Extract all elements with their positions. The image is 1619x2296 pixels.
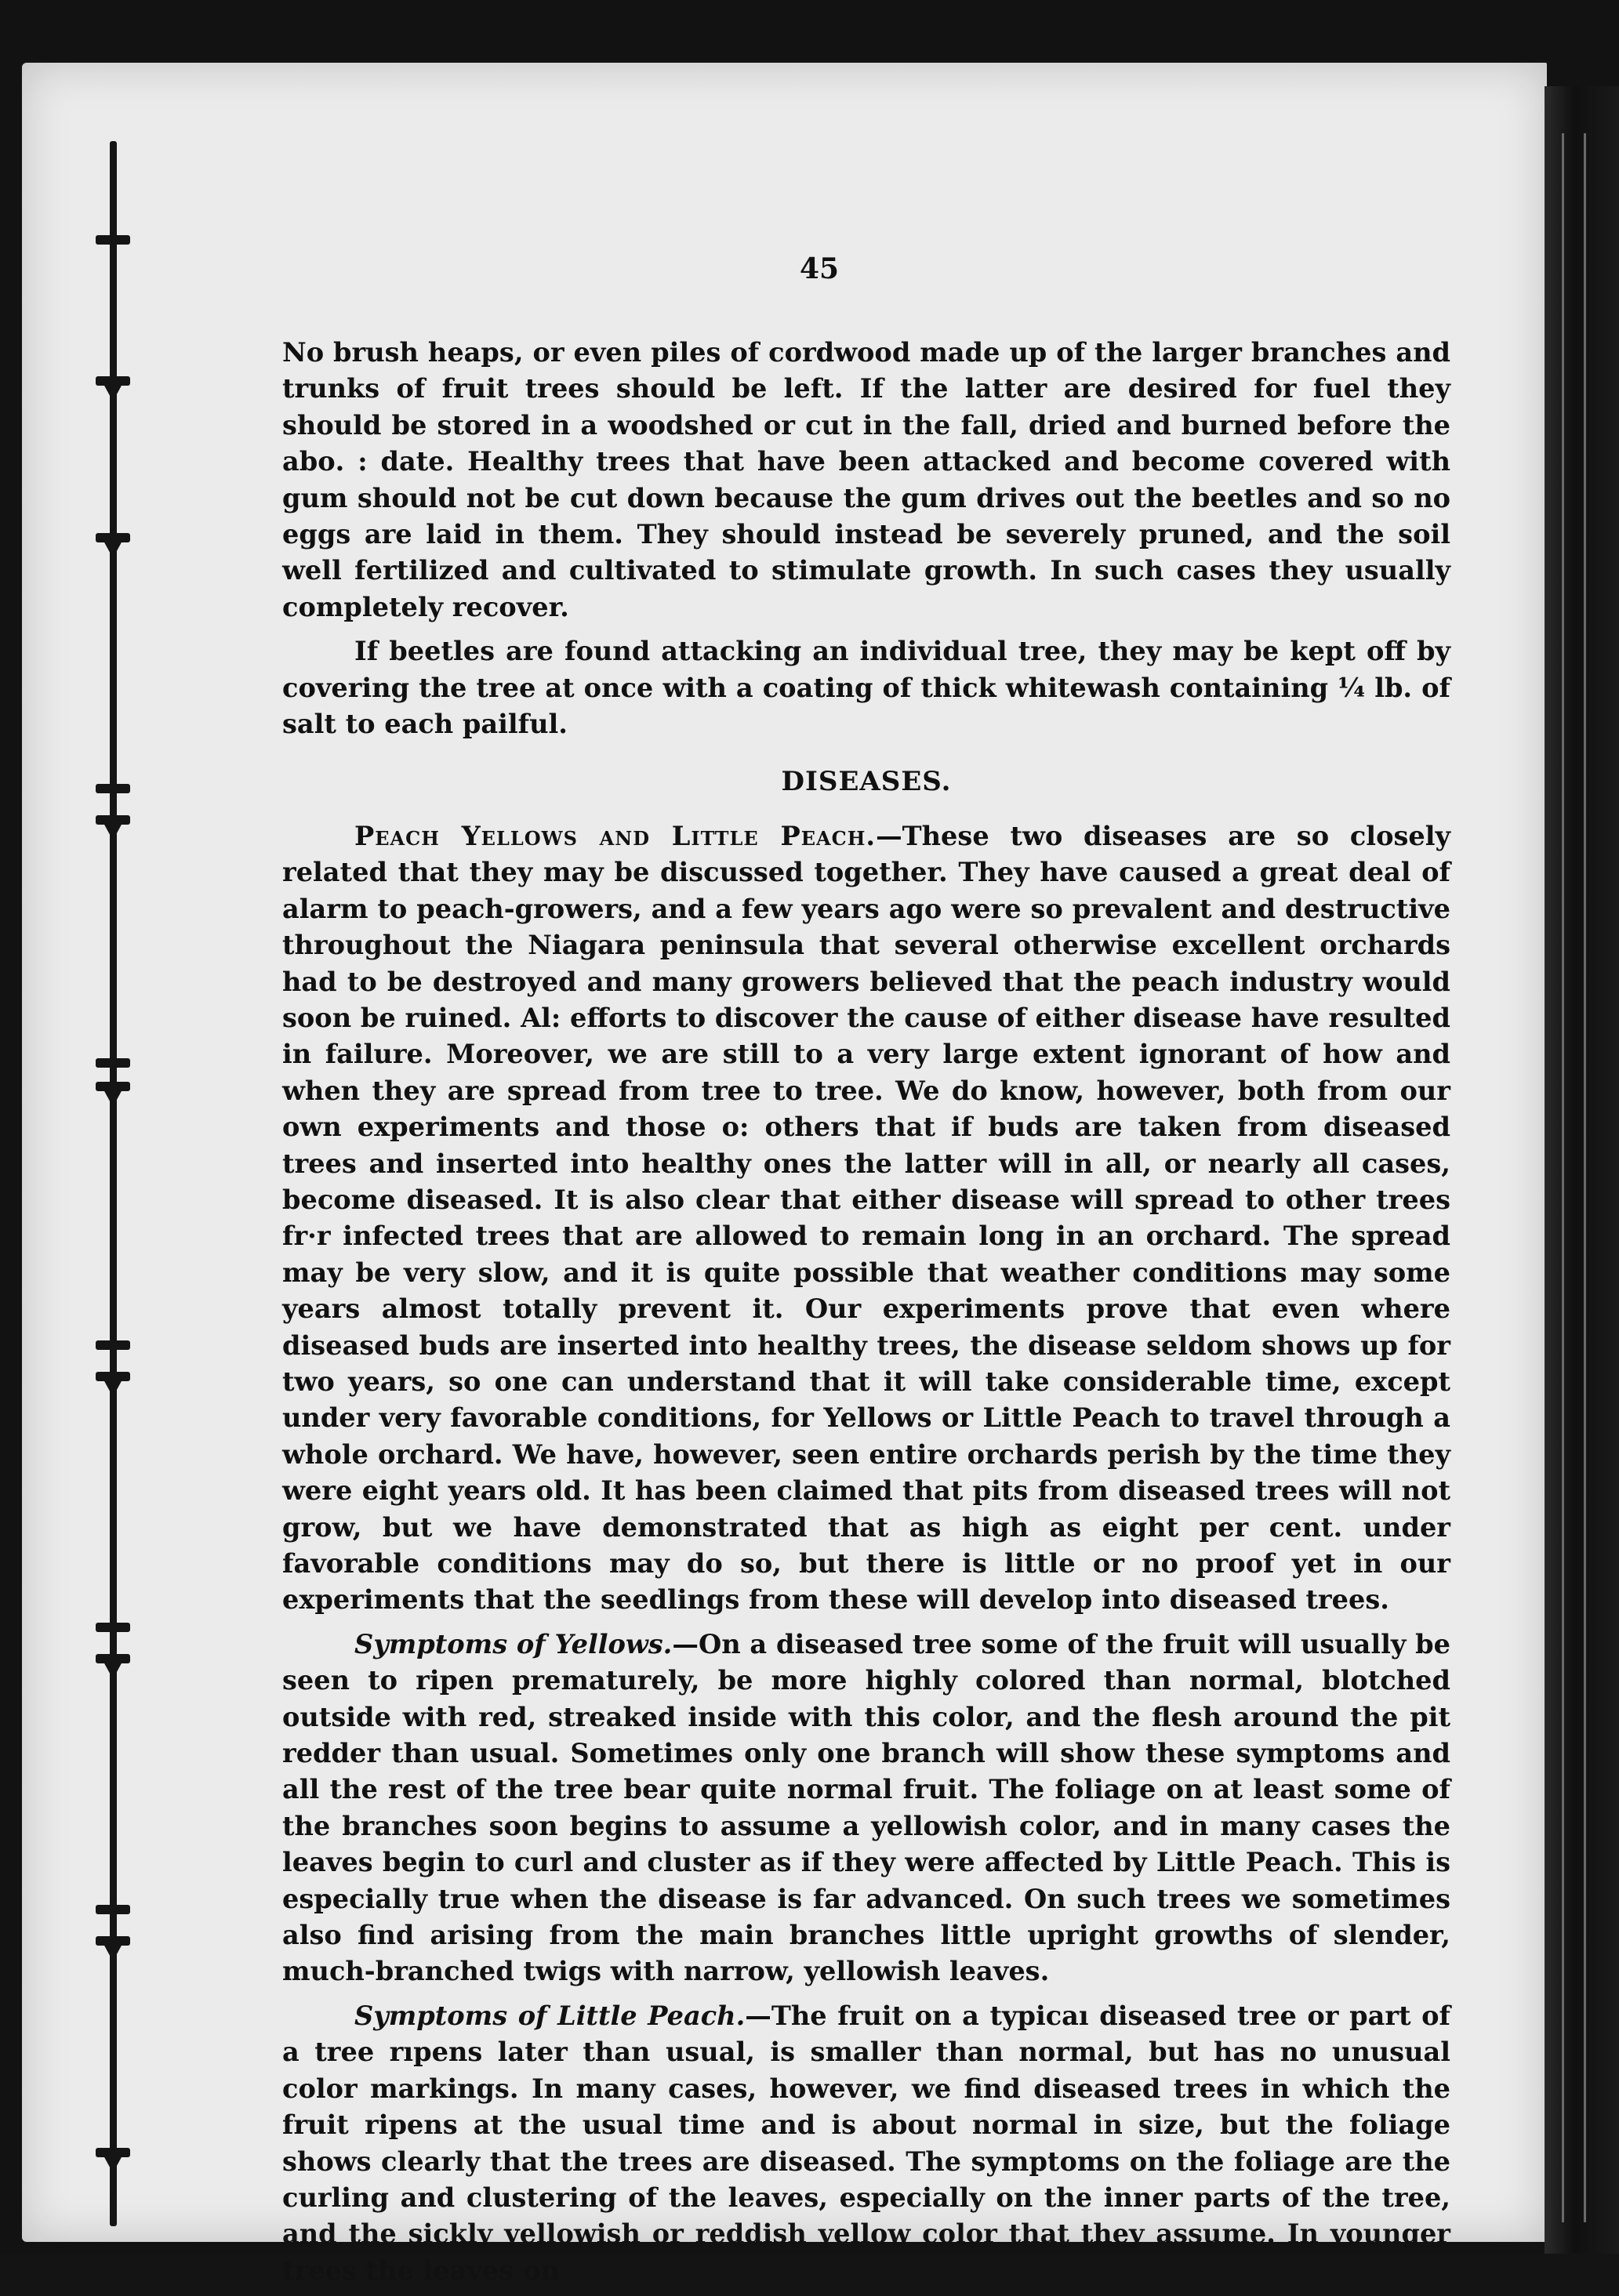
paragraph: No brush heaps, or even piles of cordwood made up of the larger branches and trunks of fruit trees should be left. If the latter are desired for fuel they should be stored in a woodshed or cut in the fall, dried and burned before the abo․ : date. Healthy trees that have been attacked and become covered with gum should not be cut down because the gum drives out the beetles and so no eggs are laid in them. They should instead be severely pruned, and the soil well fertilized and cultivated to stimulate growth. In such cases they usually completely recover. [282, 336, 1450, 622]
book-page [22, 63, 1547, 2286]
gutter-rule [1584, 133, 1586, 2222]
stitch-mark [96, 1082, 130, 1091]
stitch-mark [96, 1905, 130, 1914]
stitch-mark [96, 815, 130, 825]
stitch-mark [96, 2148, 130, 2157]
paragraph [282, 1626, 1450, 1990]
gutter-rule [1562, 133, 1564, 2222]
stitch-mark [96, 1623, 130, 1632]
binding-stitch-line [110, 141, 117, 2226]
section-heading: DISEASES. [781, 766, 952, 798]
stitch-mark [96, 1936, 130, 1946]
stitch-mark [96, 1058, 130, 1068]
paragraph-lead: Symptoms of Little Peach. [354, 1999, 746, 2031]
paragraph-lead: Peach Yellows and Little Peach. [354, 819, 877, 851]
paragraph-lead: Symptoms of Yellows. [354, 1627, 673, 1659]
paragraph-body: —These two diseases are so closely related that they may be discussed together. They have caused a great deal of alarm to peach-growers, and a few years ago were so prevalent and destructive throughout the Niagara peninsula that several otherwise excellent orchards had to be destroyed and many growers believed that the peach industry would soon be ruined. Al: efforts to discover the cause of either disease have resulted in failure. Moreover, we are still to a very large extent ignorant of how and when they are spread from tree to tree. We do know, however, both from our own experiments and those o: others that if buds are taken from diseased trees and inserted into healthy ones the latter will in all, or nearly all cases, become diseased. It is also clear that either disease will spread to other trees fr·r infected trees that are allowed to remain long in an orchard. The spread may be very slow, and it is quite possible that weather conditions may some years almost totally prevent it. Our experiments prove that even where diseased buds are inserted into healthy trees, the disease seldom shows up for two years, so one can understand that it will take considerable time, except under very favorable conditions, for Yellows or Little Peach to travel through a whole orchard. We have, however, seen entire orchards perish by the time they were eight years old. It has been claimed that pits from diseased trees will not grow, but we have demonstrated that as high as eight per cent. under favorable conditions may do so, but there is little or no proof yet in our experiments that the seedlings from these will develop into diseased trees. [282, 819, 1450, 1616]
paragraph [282, 1997, 1450, 2288]
stitch-mark [96, 1340, 130, 1350]
stitch-mark [96, 1654, 130, 1663]
paragraph [282, 818, 1450, 1618]
stitch-mark [96, 235, 130, 245]
book-gutter [1545, 86, 1619, 2254]
paragraph-body: —The fruit on a typicaı diseased tree or part of a tree rıpens later than usual, is smaller than normal, but has no unusual color markings. In many cases, however, we find diseased trees in which the fruit ripens at the usual time and is about normal in size, but the foliage shows clearly that the trees are diseased. The symptoms on the foliage are the curling and clustering of the leaves, especially on the inner parts of the tree, and the sickly yellowish or reddish yellow color that they assume. In younger trees the leaves on [282, 1999, 1450, 2286]
stitch-mark [96, 1372, 130, 1381]
paragraph: If beetles are found attacking an individual tree, they may be kept off by covering the tree at once with a coating of thick whitewash containing ¼ lb. of salt to each pailful. [282, 635, 1450, 740]
stitch-mark [96, 784, 130, 793]
stitch-mark [96, 533, 130, 542]
page-number: 45 [799, 252, 840, 285]
paragraph-body: —On a diseased tree some of the fruit will usually be seen to ripen prematurely, be more highly colored than normal, blotched outside with red, streaked inside with this color, and the flesh around the pit redder than usual. Sometimes only one branch will show these symptoms and all the rest of the tree bear quite normal fruit. The foliage on at least some of the branches soon begins to assume a yellowish color, and in many cases the leaves begin to curl and cluster as if they were affected by Little Peach. This is especially true when the disease is far advanced. On such trees we sometimes also find arising from the main branches little upright growths of slender, much-branched twigs with narrow, yellowish leaves. [282, 1627, 1450, 1987]
page-text [282, 251, 1450, 2296]
stitch-mark [96, 376, 130, 386]
